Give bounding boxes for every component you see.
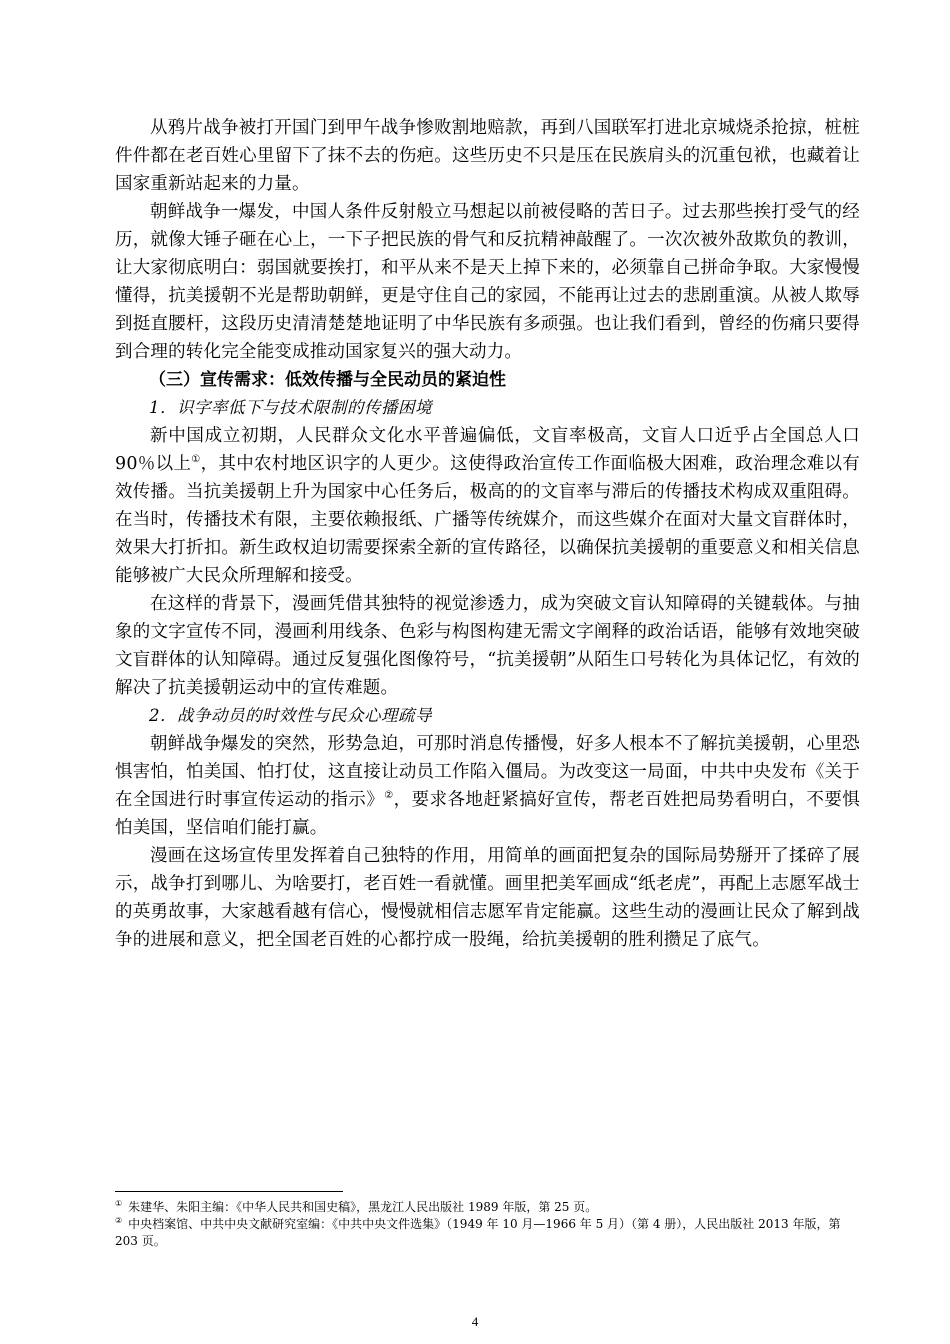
footnote-1-mark: ① xyxy=(115,1199,123,1208)
page-number: 4 xyxy=(471,1314,479,1329)
paragraph-6: 漫画在这场宣传里发挥着自己独特的作用，用简单的画面把复杂的国际局势掰开了揉碎了展示，战争打到哪儿、为啥要打，老百姓一看就懂。画里把美军画成“纸老虎”，再配上志愿军战士的英勇故事，大家越看越有信心，慢慢就相信志愿军肯定能赢。这些生动的漫画让民众了解到战争的进展和意义，把全国老百姓的心都拧成一股绳，给抗美援朝的胜利攒足了底气。 xyxy=(115,846,860,950)
paragraph-5-part-a: 朝鲜战争爆发的突然，形势急迫，可那时消息传播慢，好多人根本不了解抗美援朝，心里恐惧害怕，怕美国、怕打仗，这直接让动员工作陷入僵局。为改变这一局面，中共中央发布《关于在全国进行时事宣传运动的指示》 xyxy=(115,734,860,810)
footnote-divider xyxy=(115,1191,343,1192)
footnote-ref-1[interactable]: ① xyxy=(191,454,201,466)
footnote-1-text: 朱建华、朱阳主编：《中华人民共和国史稿》，黑龙江人民出版社 1989 年版，第 25 页。 xyxy=(128,1200,598,1214)
footnotes xyxy=(115,1199,860,1250)
paragraph-2: 朝鲜战争一爆发，中国人条件反射般立马想起以前被侵略的苦日子。过去那些挨打受气的经历，就像大锤子砸在心上，一下子把民族的骨气和反抗精神敲醒了。一次次被外敌欺负的教训，让大家彻底明白：弱国就要挨打，和平从来不是天上掉下来的，必须靠自己拼命争取。大家慢慢懂得，抗美援朝不光是帮助朝鲜，更是守住自己的家园，不能再让过去的悲剧重演。从被人欺辱到挺直腰杆，这段历史清清楚楚地证明了中华民族有多顽强。也让我们看到，曾经的伤痛只要得到合理的转化完全能变成推动国家复兴的强大动力。 xyxy=(115,202,860,362)
footnote-ref-2[interactable]: ② xyxy=(384,790,394,802)
paragraph-5-part-b: ，要求各地赶紧搞好宣传，帮老百姓把局势看明白，不要惧怕美国，坚信咱们能打赢。 xyxy=(115,790,860,838)
paragraph-3 xyxy=(115,422,860,590)
paragraph-4: 在这样的背景下，漫画凭借其独特的视觉渗透力，成为突破文盲认知障碍的关键载体。与抽象的文字宣传不同，漫画利用线条、色彩与构图构建无需文字阐释的政治话语，能够有效地突破文盲群体的认知障碍。通过反复强化图像符号，“抗美援朝”从陌生口号转化为具体记忆，有效的解决了抗美援朝运动中的宣传难题。 xyxy=(115,594,860,698)
section-heading: （三）宣传需求：低效传播与全民动员的紧迫性 xyxy=(149,370,506,390)
footnote-1 xyxy=(115,1199,860,1216)
footnote-2-text: 中央档案馆、中共中央文献研究室编：《中共中央文件选集》（1949 年 10 月—1966 年 5 月）（第 4 册），人民出版社 2013 年版，第 203 页。 xyxy=(115,1217,841,1248)
paragraph-5 xyxy=(115,730,860,842)
subheading-2: 2．战争动员的时效性与民众心理疏导 xyxy=(149,706,432,725)
body-text xyxy=(115,114,860,954)
paragraph-3-part-b: ，其中农村地区识字的人更少。这使得政治宣传工作面临极大困难，政治理念难以有效传播。当抗美援朝上升为国家中心任务后，极高的的文盲率与滞后的传播技术构成双重阻碍。在当时，传播技术有限，主要依赖报纸、广播等传统媒介，而这些媒介在面对大量文盲群体时，效果大打折扣。新生政权迫切需要探索全新的宣传路径，以确保抗美援朝的重要意义和相关信息能够被广大民众所理解和接受。 xyxy=(115,454,860,586)
subheading-1: 1．识字率低下与技术限制的传播困境 xyxy=(149,398,432,417)
footnote-2-mark: ② xyxy=(115,1216,123,1225)
footnote-2 xyxy=(115,1216,860,1250)
paragraph-1: 从鸦片战争被打开国门到甲午战争惨败割地赔款，再到八国联军打进北京城烧杀抢掠，桩桩件件都在老百姓心里留下了抹不去的伤疤。这些历史不只是压在民族肩头的沉重包袱，也藏着让国家重新站起来的力量。 xyxy=(115,118,860,194)
paragraph-3-part-a: 新中国成立初期，人民群众文化水平普遍偏低，文盲率极高，文盲人口近乎占全国总人口 90％以上 xyxy=(115,426,860,474)
